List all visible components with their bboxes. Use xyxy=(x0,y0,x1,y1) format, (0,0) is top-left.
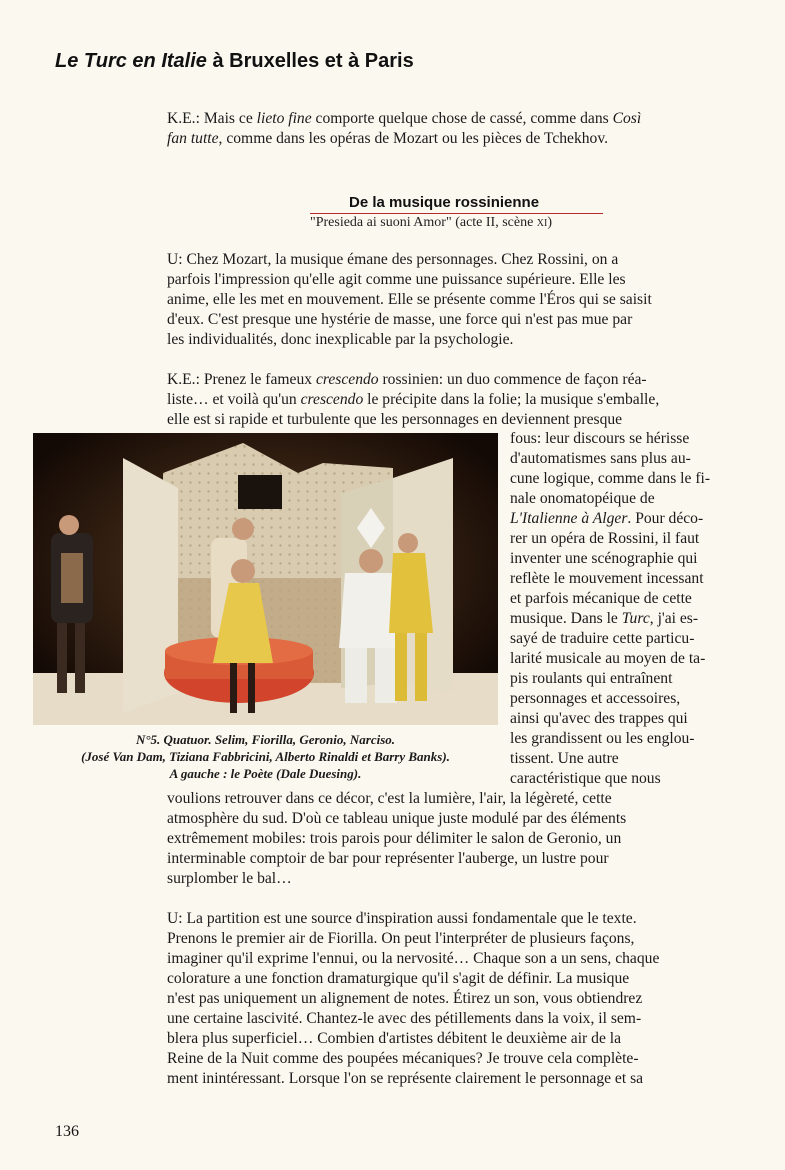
paragraph-ke-side-line xyxy=(510,529,710,549)
paragraph-u-partition-text: n'est pas uniquement un alignement de notes. Étirez un son, vous obtiendrez xyxy=(167,990,643,1007)
paragraph-u-mozart-text: parfois l'impression qu'elle agit comme une puissance supérieure. Elle les xyxy=(167,271,626,288)
paragraph-ke-cont-line xyxy=(167,849,626,869)
paragraph-ke-cont-text: extrêmement mobiles: trois parois pour délimiter le salon de Geronio, un xyxy=(167,830,622,847)
paragraph-ke-line xyxy=(167,410,659,430)
paragraph-u-mozart-line xyxy=(167,310,652,330)
paragraph-ke-italic-text: crescendo xyxy=(315,371,379,388)
paragraph-u-partition-line xyxy=(167,1049,659,1069)
paragraph-ke-side-text: d'automatismes sans plus au- xyxy=(510,450,691,467)
paragraph-ke-side-text: reflète le mouvement incessant xyxy=(510,570,704,587)
paragraph-u-partition-line xyxy=(167,989,659,1009)
paragraph-ke-side-italic-text: Turc xyxy=(621,610,650,627)
paragraph-ke-text: K.E.: Prenez le fameux xyxy=(167,371,316,388)
paragraph-ke-side-line xyxy=(510,549,710,569)
paragraph-ke-cont-text: voulions retrouver dans ce décor, c'est la lumière, l'air, la légèreté, cette xyxy=(167,790,612,807)
paragraph-ke-side-line xyxy=(510,729,710,749)
paragraph-ke-cont-line xyxy=(167,829,626,849)
paragraph-u-partition-text: imaginer qu'il exprime l'ennui, ou la nervosité… Chaque son a un sens, chaque xyxy=(167,950,660,967)
intro-text: K.E.: Mais ce xyxy=(167,110,257,127)
paragraph-u-partition-line xyxy=(167,949,659,969)
paragraph-ke-side-italic-text: L'Italienne à Alger xyxy=(510,510,628,527)
running-header-rest: à Bruxelles et à Paris xyxy=(206,50,414,72)
paragraph-ke-side-text: et parfois mécanique de cette xyxy=(510,590,692,607)
paragraph-ke-side-line xyxy=(510,509,710,529)
paragraph-ke-side-line xyxy=(510,449,710,469)
paragraph-ke-side-text: pis roulants qui entraînent xyxy=(510,670,673,687)
paragraph-ke-cont-line xyxy=(167,809,626,829)
caption-line xyxy=(33,765,498,782)
paragraph-ke-cont-line xyxy=(167,789,626,809)
paragraph-ke-side-text: musique. Dans le xyxy=(510,610,622,627)
intro-italic-text: lieto fine xyxy=(256,110,312,127)
paragraph-ke-side-line xyxy=(510,489,710,509)
paragraph-ke-continued xyxy=(167,789,626,889)
paragraph-ke-cont-text: surplomber le bal… xyxy=(167,870,292,887)
paragraph-u-mozart-text: d'eux. C'est presque une hystérie de masse, une force qui n'est pas mue par xyxy=(167,311,633,328)
paragraph-u-partition-line xyxy=(167,1009,659,1029)
paragraph-ke-side-text: cune logique, comme dans le fi- xyxy=(510,470,711,487)
paragraph-ke-side-text: nale onomatopéique de xyxy=(510,490,655,507)
paragraph-ke-side-text: ainsi qu'avec des trappes qui xyxy=(510,710,688,727)
paragraph-ke-text: liste… et voilà qu'un xyxy=(167,391,301,408)
paragraph-ke-side-text: , j'ai es- xyxy=(649,610,699,627)
intro-text: , comme dans les opéras de Mozart ou les pièces de Tchekhov. xyxy=(218,130,609,147)
running-header-italic: Le Turc en Italie xyxy=(55,50,207,72)
caption-text: (José Van Dam, Tiziana Fabbricini, Alberto Rinaldi et Barry Banks). xyxy=(81,749,450,764)
paragraph-u-mozart-line xyxy=(167,290,652,310)
paragraph-ke-side-text: larité musicale au moyen de ta- xyxy=(510,650,706,667)
paragraph-u-mozart-text: anime, elle les met en mouvement. Elle se présente comme l'Éros qui se saisit xyxy=(167,291,652,308)
paragraph-ke-side-line xyxy=(510,569,710,589)
caption-line xyxy=(33,748,498,765)
paragraph-u-partition-text: ment inintéressant. Lorsque l'on se représente clairement le personnage et sa xyxy=(167,1070,644,1087)
paragraph-ke-side-line xyxy=(510,629,710,649)
paragraph-ke-side-line xyxy=(510,649,710,669)
paragraph-u-partition-text: colorature a une fonction dramaturgique qu'il s'agit de définir. La musique xyxy=(167,970,630,987)
paragraph-ke-italic-text: crescendo xyxy=(300,391,364,408)
intro-italic-text: fan tutte xyxy=(167,130,219,147)
paragraph-u-partition-text: Reine de la Nuit comme des poupées mécaniques? Je trouve cela complète- xyxy=(167,1050,639,1067)
paragraph-u-mozart-line xyxy=(167,250,652,270)
photo-caption xyxy=(33,731,498,782)
paragraph-ke-side-line xyxy=(510,769,710,789)
paragraph-u-mozart-text: les individualités, donc inexplicable par la psychologie. xyxy=(167,331,514,348)
paragraph-u-mozart-line xyxy=(167,270,652,290)
paragraph-ke-side-text: sayé de traduire cette particu- xyxy=(510,630,695,647)
paragraph-u-mozart-line xyxy=(167,330,652,350)
paragraph-ke-side-text: . Pour déco- xyxy=(627,510,704,527)
paragraph-ke-side-line xyxy=(510,429,710,449)
intro-line xyxy=(167,109,641,129)
paragraph-ke-side-text: caractéristique que nous xyxy=(510,770,661,787)
paragraph-ke-text: elle est si rapide et turbulente que les personnages en deviennent presque xyxy=(167,411,623,428)
paragraph-ke-cont-line xyxy=(167,869,626,889)
intro-italic-text: Così xyxy=(612,110,642,127)
paragraph-ke-side-line xyxy=(510,709,710,729)
paragraph-ke-cont-text: interminable comptoir de bar pour représenter l'auberge, un lustre pour xyxy=(167,850,609,867)
paragraph-u-partition xyxy=(167,909,659,1089)
caption-line xyxy=(33,731,498,748)
paragraph-ke-line xyxy=(167,390,659,410)
section-subtitle-main: "Presieda ai suoni Amor" (acte II, scène xyxy=(310,215,537,230)
paragraph-ke-side-text: tissent. Une autre xyxy=(510,750,619,767)
paragraph-u-partition-text: U: La partition est une source d'inspiration aussi fondamentale que le texte. xyxy=(167,910,637,927)
section-subtitle-scene: xi xyxy=(536,215,548,230)
paragraph-ke-side-text: inventer une scénographie qui xyxy=(510,550,698,567)
paragraph-u-mozart-text: U: Chez Mozart, la musique émane des personnages. Chez Rossini, on a xyxy=(167,251,619,268)
paragraph-ke-side-text: personnages et accessoires, xyxy=(510,690,681,707)
paragraph-ke-line xyxy=(167,370,659,390)
paragraph-ke-side-line xyxy=(510,469,710,489)
stage-photograph-image xyxy=(33,433,498,725)
paragraph-ke-side-text: rer un opéra de Rossini, il faut xyxy=(510,530,700,547)
paragraph-ke-side-column xyxy=(510,429,710,789)
paragraph-u-partition-line xyxy=(167,969,659,989)
stage-photograph xyxy=(33,433,498,725)
section-title-rule xyxy=(310,213,603,214)
paragraph-ke-side-line xyxy=(510,749,710,769)
paragraph-u-mozart xyxy=(167,250,652,350)
section-subtitle xyxy=(310,215,552,231)
paragraph-u-partition-line xyxy=(167,929,659,949)
paragraph-u-partition-line xyxy=(167,909,659,929)
paragraph-ke-side-line xyxy=(510,689,710,709)
section-title: De la musique rossinienne xyxy=(349,194,540,211)
paragraph-ke-side-line xyxy=(510,589,710,609)
running-header xyxy=(55,50,414,73)
paragraph-ke-cont-text: atmosphère du sud. D'où ce tableau unique juste modulé par des éléments xyxy=(167,810,627,827)
intro-line xyxy=(167,129,641,149)
paragraph-ke-crescendo xyxy=(167,370,659,430)
paragraph-ke-side-line xyxy=(510,669,710,689)
paragraph-u-partition-text: blera plus superficiel… Combien d'artistes débitent le deuxième air de la xyxy=(167,1030,622,1047)
paragraph-ke-side-text: les grandissent ou les englou- xyxy=(510,730,695,747)
paragraph-ke-text: rossinien: un duo commence de façon réa- xyxy=(378,371,647,388)
caption-text: N°5. Quatuor. Selim, Fiorilla, Geronio, Narciso. xyxy=(135,732,396,747)
caption-text: A gauche : le Poète (Dale Duesing). xyxy=(169,766,362,781)
section-subtitle-end: ) xyxy=(547,215,553,230)
paragraph-ke-side-line xyxy=(510,609,710,629)
paragraph-u-partition-line xyxy=(167,1069,659,1089)
paragraph-u-partition-text: une certaine lascivité. Chantez-le avec des pétillements dans la voix, il sem- xyxy=(167,1010,642,1027)
paragraph-ke-side-text: fous: leur discours se hérisse xyxy=(510,430,690,447)
paragraph-u-partition-text: Prenons le premier air de Fiorilla. On peut l'interpréter de plusieurs façons, xyxy=(167,930,635,947)
page-number: 136 xyxy=(55,1123,79,1140)
intro-text: comporte quelque chose de cassé, comme dans xyxy=(311,110,613,127)
paragraph-ke-text: le précipite dans la folie; la musique s'emballe, xyxy=(363,391,660,408)
paragraph-u-partition-line xyxy=(167,1029,659,1049)
intro-paragraph xyxy=(167,109,641,149)
